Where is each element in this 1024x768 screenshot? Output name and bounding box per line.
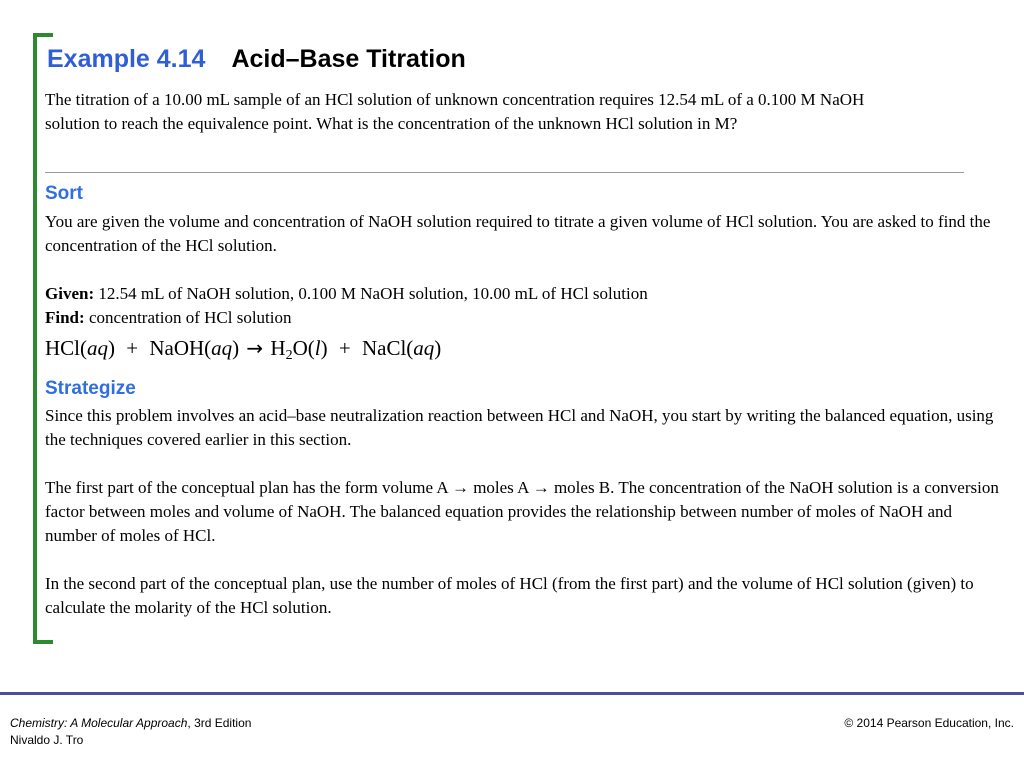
strategize-paragraph-2: The first part of the conceptual plan has the form volume A → moles A → moles B. The concentration of the NaOH solution is a conversion factor between moles and volume of NaOH. The balanced equation provides the relationship between number of moles of NaOH and number of moles of HCl.: [45, 478, 999, 545]
given-text: 12.54 mL of NaOH solution, 0.100 M NaOH solution, 10.00 mL of HCl solution: [94, 284, 648, 303]
problem-statement: The titration of a 10.00 mL sample of an HCl solution of unknown concentration requires 12.54 mL of a 0.100 M NaOH solution to reach the equivalence point. What is the concentration of the unknown HCl solution in M?: [45, 90, 865, 133]
strategize-heading: Strategize: [45, 378, 136, 399]
find-text: concentration of HCl solution: [84, 308, 292, 327]
eq-aq-3: aq: [413, 336, 435, 360]
eq-plus-2: +: [338, 336, 351, 360]
balanced-equation: [45, 335, 441, 361]
eq-paren-2: ): [232, 336, 240, 360]
section-divider: [45, 172, 964, 173]
eq-plus-1: +: [126, 336, 139, 360]
eq-subscript-2: 2: [285, 348, 293, 363]
eq-h: H: [270, 336, 286, 360]
eq-nacl: NaCl(: [361, 336, 414, 360]
eq-paren-1: ): [108, 336, 115, 360]
reaction-arrow-icon: →: [246, 336, 264, 360]
given-line: [45, 282, 1000, 306]
eq-aq-1: aq: [87, 336, 108, 360]
given-label: Given:: [45, 284, 95, 303]
slide-title: [47, 45, 466, 79]
example-number: Example 4.14: [47, 45, 206, 73]
sort-body: You are given the volume and concentration of NaOH solution required to titrate a given volume of HCl solution. You are asked to find the concentration of the HCl solution.: [45, 212, 991, 255]
eq-naoh: NaOH(: [149, 336, 212, 360]
eq-aq-2: aq: [211, 336, 233, 360]
strategize-paragraph-3: In the second part of the conceptual plan, use the number of moles of HCl (from the first part) and the volume of HCl solution (given) to calculate the molarity of the HCl solution.: [45, 574, 974, 617]
book-edition: , 3rd Edition: [187, 716, 252, 730]
example-title: Acid–Base Titration: [231, 45, 466, 73]
copyright-notice: © 2014 Pearson Education, Inc.: [844, 716, 1014, 730]
book-title: Chemistry: A Molecular Approach: [10, 716, 188, 730]
strategize-paragraph-1: Since this problem involves an acid–base neutralization reaction between HCl and NaOH, you start by writing the balanced equation, using the techniques covered earlier in this section.: [45, 406, 994, 449]
sort-heading: Sort: [45, 183, 83, 204]
find-line: [45, 306, 1000, 330]
footer-citation: [10, 715, 251, 749]
eq-l: l: [314, 336, 321, 360]
eq-paren-4: ): [434, 336, 442, 360]
eq-paren-3: ): [320, 336, 328, 360]
book-author: Nivaldo J. Tro: [10, 733, 84, 747]
eq-hcl: HCl(: [45, 336, 87, 360]
footer-rule: [0, 692, 1024, 695]
find-label: Find:: [45, 308, 85, 327]
eq-o: O(: [292, 336, 315, 360]
